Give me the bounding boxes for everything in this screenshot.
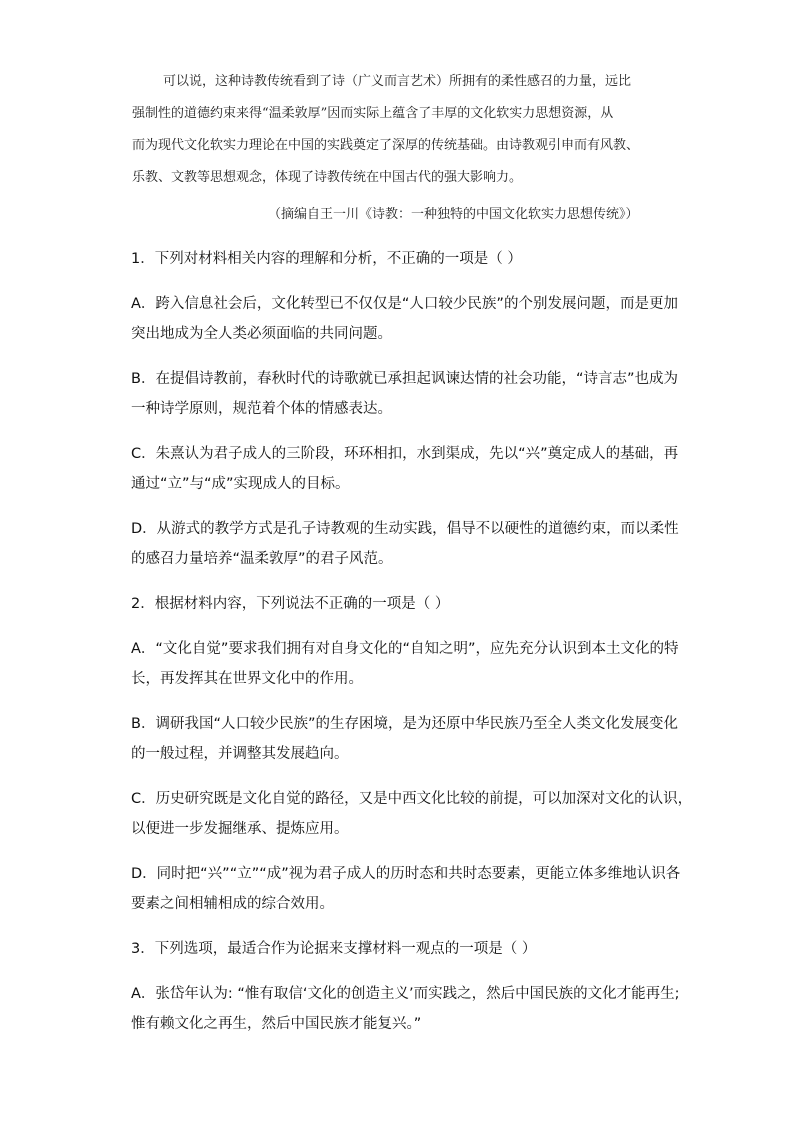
option-line: 突出地成为全人类必须面临的共同问题。 [131, 326, 392, 342]
passage-line: 强制性的道德约束来得“温柔敦厚”因而实际上蕴含了丰厚的文化软实力思想资源，从 [132, 106, 614, 121]
option-line: B．在提倡诗教前，春秋时代的诗歌就已承担起讽谏达情的社会功能，“诗言志”也成为 [131, 371, 678, 387]
option-line: 的一般过程，并调整其发展趋向。 [131, 746, 349, 762]
passage-excerpt [132, 66, 692, 194]
question-2-option-d [131, 859, 691, 919]
option-line: A．跨入信息社会后，文化转型已不仅仅是“人口较少民族”的个别发展问题，而是更加 [131, 296, 678, 312]
option-line: B．调研我国“人口较少民族”的生存困境，是为还原中华民族乃至全人类文化发展变化 [131, 716, 678, 732]
option-line: C．朱熹认为君子成人的三阶段，环环相扣，水到渠成，先以“兴”奠定成人的基础，再 [131, 446, 679, 462]
option-line: D．同时把“兴”“立”“成”视为君子成人的历时态和共时态要素，更能立体多维地认识各 [131, 866, 681, 882]
question-2-option-a [131, 634, 691, 694]
option-line: 的感召力量培养“温柔敦厚”的君子风范。 [131, 551, 393, 567]
question-list [131, 244, 691, 1054]
question-2-option-c [131, 784, 691, 844]
question-2-stem: 2．根据材料内容，下列说法不正确的一项是（ ） [131, 596, 450, 612]
option-line: 一种诗学原则，规范着个体的情感表达。 [131, 401, 392, 417]
question-1-option-b [131, 364, 691, 424]
passage-line: 可以说，这种诗教传统看到了诗（广义而言艺术）所拥有的柔性感召的力量，远比 [163, 74, 632, 89]
option-line: 以便进一步发掘继承、提炼应用。 [131, 821, 349, 837]
option-line: 通过“立”与“成”实现成人的目标。 [131, 476, 350, 492]
option-line: 要素之间相辅相成的综合效用。 [131, 896, 334, 912]
option-line: 长，再发挥其在世界文化中的作用。 [131, 671, 363, 687]
passage-line: 而为现代文化软实力理论在中国的实践奠定了深厚的传统基础。由诗教观引申而有风教、 [132, 138, 640, 153]
question-1-stem: 1．下列对材料相关内容的理解和分析，不正确的一项是（ ） [131, 251, 522, 267]
passage-source: （摘编自王一川《诗教：一种独特的中国文化软实力思想传统》） [268, 207, 639, 222]
question-3-stem: 3．下列选项，最适合作为论据来支撑材料一观点的一项是（ ） [131, 941, 537, 957]
option-line: D．从游式的教学方式是孔子诗教观的生动实践，倡导不以硬性的道德约束，而以柔性 [131, 521, 679, 537]
question-2-option-b [131, 709, 691, 769]
question-1-option-d [131, 514, 691, 574]
question-1-option-a [131, 289, 691, 349]
question-1-option-c [131, 439, 691, 499]
option-line: 惟有赖文化之再生，然后中国民族才能复兴。” [131, 1016, 422, 1032]
option-line: A．“文化自觉”要求我们拥有对自身文化的“自知之明”，应先充分认识到本土文化的特 [131, 641, 679, 657]
option-line: C．历史研究既是文化自觉的路径，又是中西文化比较的前提，可以加深对文化的认识， [131, 791, 693, 807]
question-3-option-a [131, 979, 691, 1039]
passage-line: 乐教、文教等思想观念，体现了诗教传统在中国古代的强大影响力。 [132, 170, 523, 185]
option-line: A．张岱年认为: “惟有取信‘文化的创造主义’而实践之，然后中国民族的文化才能再生; [131, 986, 680, 1002]
